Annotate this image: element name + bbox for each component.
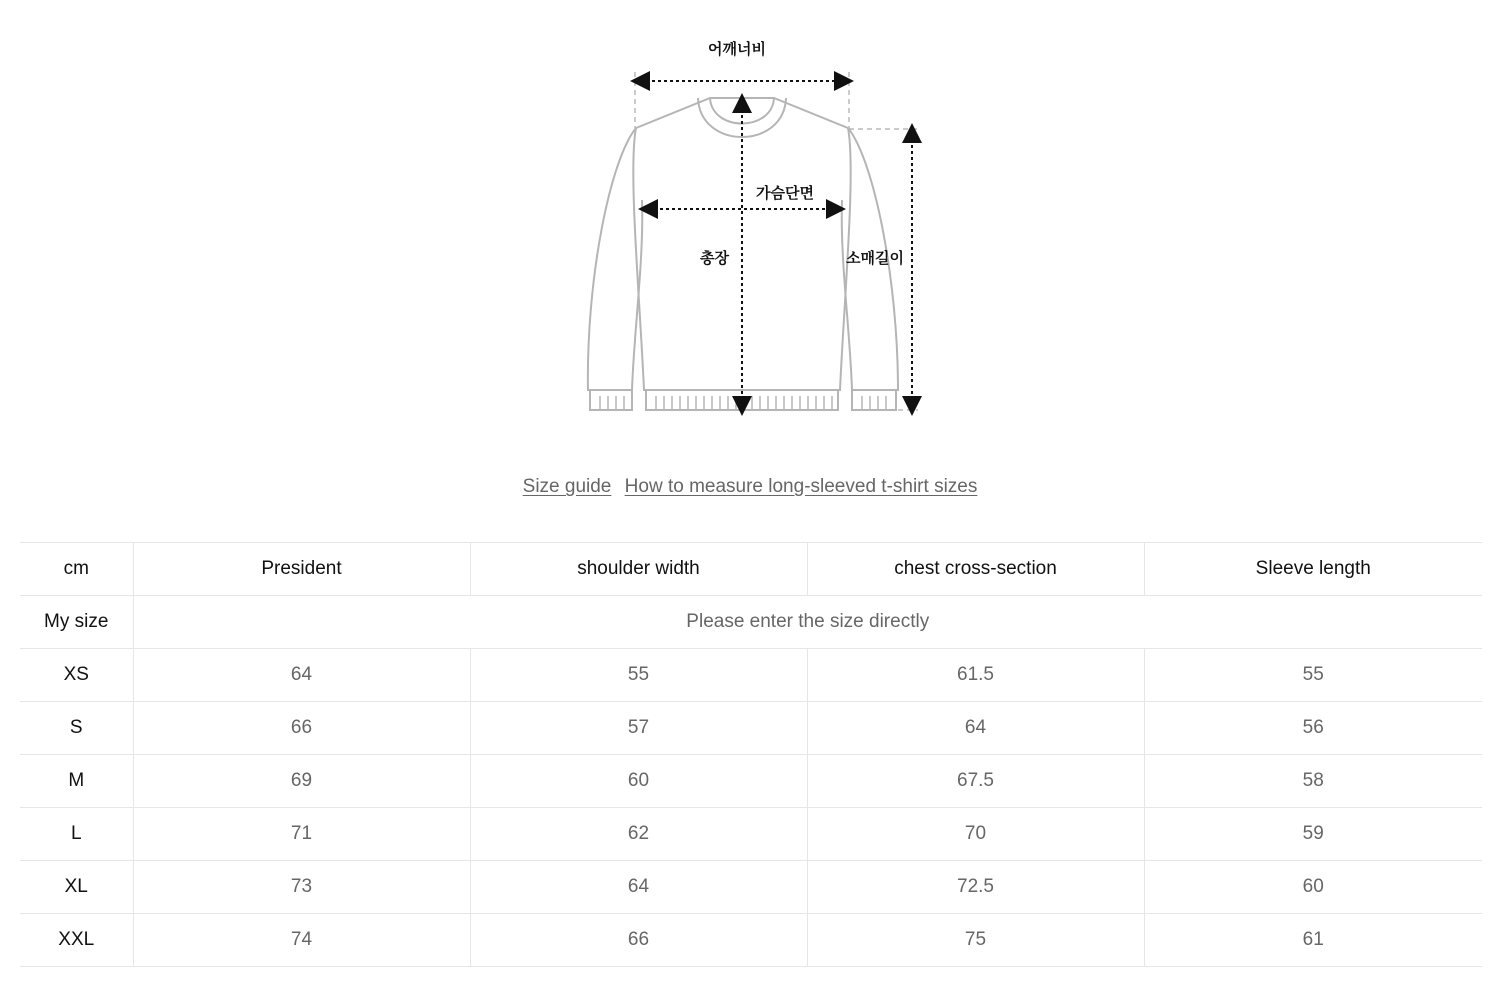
- guide-links: [0, 476, 1500, 498]
- table-row: [20, 914, 1482, 967]
- table-cell: 64: [807, 702, 1144, 755]
- table-cell: 64: [470, 861, 807, 914]
- length-label: 총장: [700, 249, 729, 267]
- size-table: [20, 542, 1482, 967]
- table-cell: 69: [133, 755, 470, 808]
- size-diagram: [0, 0, 1500, 460]
- column-header: chest cross-section: [807, 543, 1144, 596]
- size-label: S: [20, 702, 133, 755]
- table-header-row: [20, 543, 1482, 596]
- table-cell: 70: [807, 808, 1144, 861]
- table-cell: 62: [470, 808, 807, 861]
- size-label: XXL: [20, 914, 133, 967]
- my-size-input[interactable]: Please enter the size directly: [133, 596, 1482, 649]
- table-cell: 72.5: [807, 861, 1144, 914]
- table-cell: 66: [133, 702, 470, 755]
- size-label: L: [20, 808, 133, 861]
- column-header: shoulder width: [470, 543, 807, 596]
- table-cell: 60: [1144, 861, 1482, 914]
- my-size-label: My size: [20, 596, 133, 649]
- table-cell: 67.5: [807, 755, 1144, 808]
- table-cell: 58: [1144, 755, 1482, 808]
- sleeve-label: 소매길이: [846, 249, 904, 267]
- table-cell: 64: [133, 649, 470, 702]
- my-size-row: [20, 596, 1482, 649]
- table-cell: 56: [1144, 702, 1482, 755]
- how-to-measure-link[interactable]: How to measure long-sleeved t-shirt sizes: [624, 476, 978, 497]
- table-cell: 57: [470, 702, 807, 755]
- table-row: [20, 649, 1482, 702]
- shoulder-width-label: 어깨너비: [708, 40, 766, 58]
- column-header: Sleeve length: [1144, 543, 1482, 596]
- unit-header: cm: [20, 543, 133, 596]
- tshirt-outline-icon: [0, 0, 1500, 460]
- size-label: XS: [20, 649, 133, 702]
- size-label: M: [20, 755, 133, 808]
- size-guide-link[interactable]: Size guide: [522, 476, 612, 497]
- table-row: [20, 702, 1482, 755]
- table-cell: 55: [1144, 649, 1482, 702]
- table-cell: 66: [470, 914, 807, 967]
- column-header: President: [133, 543, 470, 596]
- table-row: [20, 808, 1482, 861]
- table-cell: 61.5: [807, 649, 1144, 702]
- table-cell: 74: [133, 914, 470, 967]
- table-cell: 73: [133, 861, 470, 914]
- table-cell: 55: [470, 649, 807, 702]
- table-cell: 59: [1144, 808, 1482, 861]
- table-cell: 71: [133, 808, 470, 861]
- table-row: [20, 755, 1482, 808]
- table-cell: 61: [1144, 914, 1482, 967]
- table-cell: 60: [470, 755, 807, 808]
- table-cell: 75: [807, 914, 1144, 967]
- size-label: XL: [20, 861, 133, 914]
- chest-label: 가슴단면: [756, 184, 814, 202]
- table-row: [20, 861, 1482, 914]
